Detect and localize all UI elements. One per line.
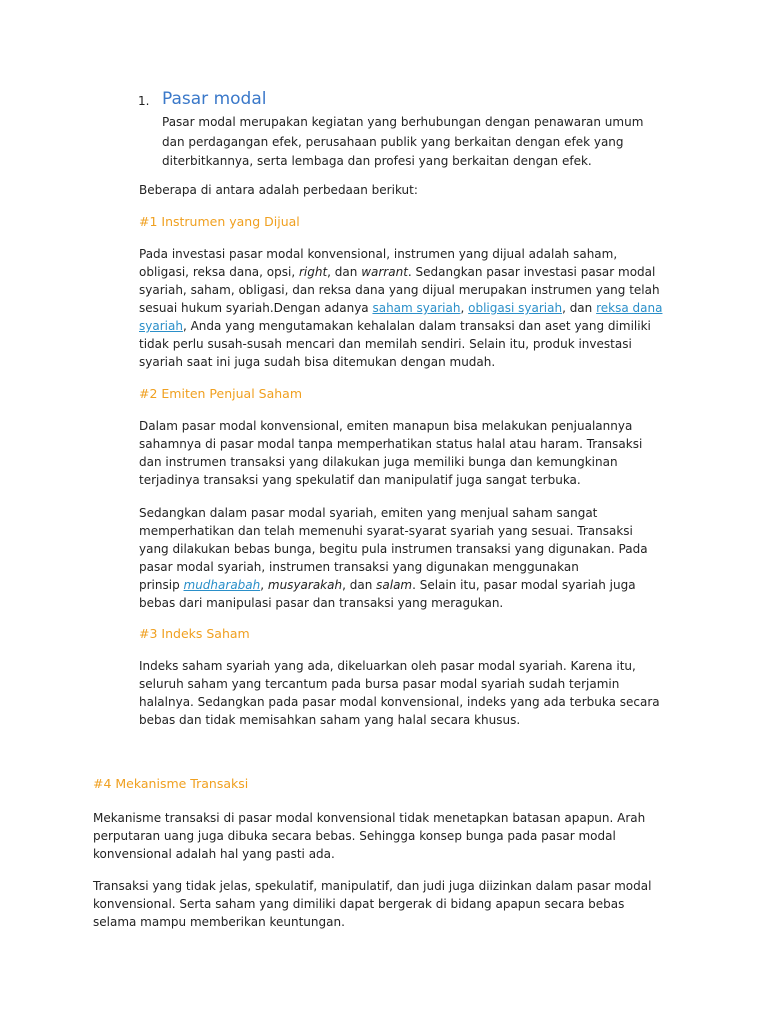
text-line: Transaksi yang tidak jelas, spekulatif, manipulatif, dan judi juga diizinkan dalam pasar modal <box>93 879 652 893</box>
list-number: 1. <box>138 94 150 108</box>
link-mudharabah[interactable]: mudharabah <box>183 578 261 592</box>
link-reksa-dana-syariah-cont[interactable]: syariah <box>139 319 183 333</box>
text-line: prinsip mudharabah, musyarakah, dan salam. Selain itu, pasar modal syariah juga <box>139 578 636 592</box>
italic-term: right <box>298 265 328 279</box>
text-line: seluruh saham yang tercantum pada bursa pasar modal syariah sudah terjamin <box>139 677 620 691</box>
italic-term: warrant <box>361 265 408 279</box>
italic-term: salam <box>376 578 413 592</box>
text-line: pasar modal syariah, instrumen transaksi yang digunakan menggunakan <box>139 560 579 574</box>
paragraph-emiten-konvensional <box>139 417 642 489</box>
section-title: Pasar modal <box>162 89 267 109</box>
paragraph-transaksi <box>93 877 651 931</box>
text-line: Mekanisme transaksi di pasar modal konvensional tidak menetapkan batasan apapun. Arah <box>93 811 646 825</box>
text-line: yang dilakukan bebas bunga, begitu pula instrumen transaksi yang digunakan. Pada <box>139 542 648 556</box>
heading-emiten: #2 Emiten Penjual Saham <box>139 386 302 401</box>
text-line: Sedangkan dalam pasar modal syariah, emiten yang menjual saham sangat <box>139 506 598 520</box>
text-line: perputaran uang juga dibuka secara bebas. Sehingga konsep bunga pada pasar modal <box>93 829 616 843</box>
text-line: sesuai hukum syariah.Dengan adanya saham syariah, obligasi syariah, dan reksa dana <box>139 301 663 315</box>
text-line: obligasi, reksa dana, opsi, right, dan warrant. Sedangkan pasar investasi pasar modal <box>139 265 656 279</box>
intro-line: Pasar modal merupakan kegiatan yang berhubungan dengan penawaran umum <box>162 115 644 129</box>
intro-line: diterbitkannya, serta lembaga dan profesi yang berkaitan dengan efek. <box>162 154 592 168</box>
text-line: Dalam pasar modal konvensional, emiten manapun bisa melakukan penjualannya <box>139 419 633 433</box>
link-reksa-dana-syariah[interactable]: reksa dana <box>596 301 663 315</box>
text-line: dan instrumen transaksi yang dilakukan juga memiliki bunga dan kemungkinan <box>139 455 618 469</box>
text-line: syariah, saham, obligasi, dan reksa dana yang dijual merupakan instrumen yang telah <box>139 283 660 297</box>
text-line: Pada investasi pasar modal konvensional, instrumen yang dijual adalah saham, <box>139 247 618 261</box>
intro-paragraph <box>162 113 643 172</box>
heading-instrumen: #1 Instrumen yang Dijual <box>139 214 300 229</box>
heading-indeks: #3 Indeks Saham <box>139 626 250 641</box>
text-line: sahamnya di pasar modal tanpa memperhatikan status halal atau haram. Transaksi <box>139 437 643 451</box>
text-line: memperhatikan dan telah memenuhi syarat-syarat syariah yang sesuai. Transaksi <box>139 524 633 538</box>
link-saham-syariah[interactable]: saham syariah <box>372 301 461 315</box>
paragraph-indeks <box>139 657 660 729</box>
paragraph-mekanisme <box>93 809 645 863</box>
text-line: terjadinya transaksi yang spekulatif dan manipulatif juga sangat terbuka. <box>139 473 581 487</box>
intro-line: dan perdagangan efek, perusahaan publik yang berkaitan dengan efek yang <box>162 134 624 149</box>
text-line: konvensional adalah hal yang pasti ada. <box>93 847 335 861</box>
text-line: selama mampu memberikan keuntungan. <box>93 915 345 929</box>
text-line: halalnya. Sedangkan pada pasar modal konvensional, indeks yang ada terbuka secara <box>139 695 660 709</box>
link-obligasi-syariah[interactable]: obligasi syariah <box>468 301 563 315</box>
text-line: konvensional. Serta saham yang dimiliki dapat bergerak di bidang apapun secara bebas <box>93 897 625 911</box>
text-line: bebas dan tidak memisahkan saham yang halal secara khusus. <box>139 713 521 727</box>
text-line: bebas dari manipulasi pasar dan transaksi yang meragukan. <box>139 596 504 610</box>
text-line: tidak perlu susah-susah mencari dan memilah sendiri. Selain itu, produk investasi <box>139 337 632 351</box>
heading-mekanisme: #4 Mekanisme Transaksi <box>93 776 249 791</box>
text-line: syariah, Anda yang mengutamakan kehalalan dalam transaksi dan aset yang dimiliki <box>139 319 651 333</box>
paragraph-instrumen <box>139 245 662 371</box>
lead-sentence: Beberapa di antara adalah perbedaan berikut: <box>139 183 418 197</box>
paragraph-emiten-syariah <box>139 504 648 612</box>
italic-term: musyarakah <box>267 578 343 592</box>
text-line: Indeks saham syariah yang ada, dikeluarkan oleh pasar modal syariah. Karena itu, <box>139 659 636 673</box>
text-line: syariah saat ini juga sudah bisa ditemukan dengan mudah. <box>139 355 496 369</box>
